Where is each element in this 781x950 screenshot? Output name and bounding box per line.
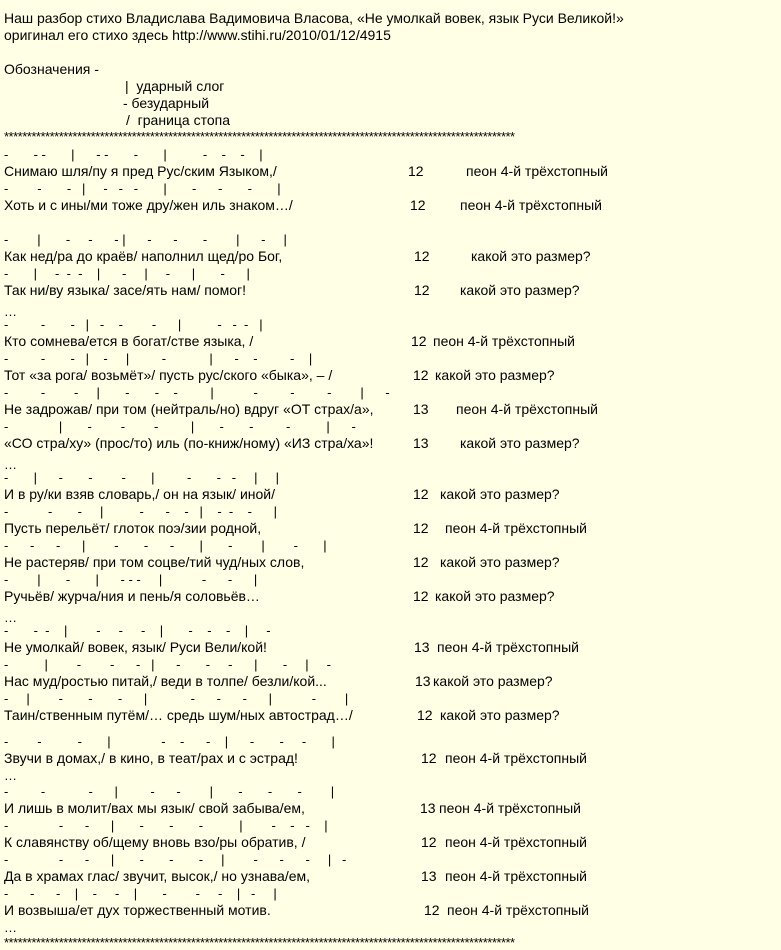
verse-text: «СО стра/ху» (прос/то) иль (по-книж/ному) «ИЗ стра/ха»! xyxy=(4,435,374,451)
syllable-count: 12 xyxy=(413,588,429,604)
meter-scheme: - | - | - - - | - - | xyxy=(4,572,258,587)
meter-scheme: - - - | - - - | - - - | - xyxy=(4,385,390,400)
meter-scheme: - | - - - | - | - | - | xyxy=(4,266,250,281)
syllable-count: 12 xyxy=(413,486,429,502)
verse-text: Да в храмах глас/ звучит, высок,/ но узнава/ем, xyxy=(4,868,311,884)
legend-title: Обозначения - xyxy=(4,61,99,77)
meter-scheme: - - - | - - - | - - - | xyxy=(4,181,281,196)
verse-text: И в ру/ки взяв словарь,/ он на язык/ иной/ xyxy=(4,486,275,502)
meter-scheme: - - - | - - - | - - - | - xyxy=(4,852,347,867)
meter-scheme: - | - - - | - - - | - xyxy=(4,419,356,434)
meter-scheme: - - - | - | - | - - - | xyxy=(4,351,313,366)
meter-description: пеон 4-й трёхстопный xyxy=(466,163,608,179)
syllable-count: 13 xyxy=(421,868,437,884)
meter-scheme: - | - - - | - - - | - | xyxy=(4,232,287,247)
meter-scheme: - - - | - - | - - - | xyxy=(4,784,335,799)
separator-bottom: **************************************************************************************************************** xyxy=(4,935,515,950)
syllable-count: 12 xyxy=(408,163,424,179)
meter-scheme: - - - | - - - | - - - | - xyxy=(4,623,271,638)
syllable-count: 13 xyxy=(413,435,429,451)
meter-scheme: - - - | - - - | - - - | xyxy=(4,504,278,519)
ellipsis-row: … xyxy=(4,304,17,319)
verse-text: Ручьёв/ журча/ния и пень/я соловьёв… xyxy=(4,588,260,604)
meter-description: пеон 4-й трёхстопный xyxy=(445,750,587,766)
verse-text: Пусть перельёт/ глоток поэ/зии родной, xyxy=(4,520,262,536)
meter-scheme: - | - - - | - - - | - | - xyxy=(4,657,331,672)
meter-description: какой это размер? xyxy=(471,248,591,264)
meter-description: какой это размер? xyxy=(440,707,560,723)
meter-description: пеон 4-й трёхстопный xyxy=(447,902,589,918)
ellipsis-row: … xyxy=(4,920,17,935)
syllable-count: 13 xyxy=(415,673,431,689)
separator-top: **************************************************************************************************************** xyxy=(4,129,515,144)
meter-scheme: - | - - - | - - - | - | xyxy=(4,691,349,706)
meter-description: какой это размер? xyxy=(435,588,555,604)
syllable-count: 12 xyxy=(417,707,433,723)
meter-description: какой это размер? xyxy=(460,282,580,298)
legend-stressed: | ударный слог xyxy=(125,78,225,94)
meter-description: пеон 4-й трёхстопный xyxy=(437,639,579,655)
syllable-count: 12 xyxy=(413,520,429,536)
meter-description: пеон 4-й трёхстопный xyxy=(439,800,581,816)
syllable-count: 12 xyxy=(421,834,437,850)
meter-scheme: - - - | - - | - - - | - | xyxy=(4,886,277,901)
meter-scheme: - - - | - - - | - - - | xyxy=(4,818,328,833)
legend-unstressed: - безударный xyxy=(123,95,210,111)
syllable-count: 13 xyxy=(414,639,430,655)
meter-description: пеон 4-й трёхстопный xyxy=(456,401,598,417)
verse-text: Не растеряв/ при том соцве/тий чуд/ных слов, xyxy=(4,554,305,570)
meter-description: какой это размер? xyxy=(460,435,580,451)
verse-text: Звучи в домах,/ в кино, в теат/рах и с эстрад! xyxy=(4,750,298,766)
meter-description: какой это размер? xyxy=(440,486,560,502)
verse-text: Не задрожав/ при том (нейтраль/но) вдруг «ОТ страх/а», xyxy=(4,401,374,417)
syllable-count: 12 xyxy=(413,367,429,383)
syllable-count: 12 xyxy=(414,282,430,298)
meter-scheme: - - - | - - - | - - - | xyxy=(4,317,263,332)
meter-description: какой это размер? xyxy=(435,367,555,383)
meter-scheme: - - - | - - - | - | - | xyxy=(4,538,327,553)
verse-text: Снимаю шля/пу я пред Рус/ским Языком,/ xyxy=(4,163,277,179)
meter-scheme: - | - - - | - - - | | xyxy=(4,470,279,485)
verse-text: И лишь в молит/вах мы язык/ свой забыва/ем, xyxy=(4,800,305,816)
verse-text: Так ни/ву языка/ засе/ять нам/ помог! xyxy=(4,282,246,298)
legend-foot: / граница стопа xyxy=(126,112,231,128)
syllable-count: 12 xyxy=(414,248,430,264)
ellipsis-row: … xyxy=(4,768,17,783)
syllable-count: 12 xyxy=(411,333,427,349)
syllable-count: 13 xyxy=(413,401,429,417)
syllable-count: 12 xyxy=(413,554,429,570)
meter-scheme: - - - | - - - | - - - | xyxy=(4,734,335,749)
verse-text: И возвыша/ет дух торжественный мотив. xyxy=(4,902,271,918)
syllable-count: 12 xyxy=(421,750,437,766)
syllable-count: 13 xyxy=(420,800,436,816)
verse-text: Таин/ственным путём/… средь шум/ных автострад…/ xyxy=(4,707,353,723)
syllable-count: 12 xyxy=(424,902,440,918)
syllable-count: 12 xyxy=(410,197,426,213)
ellipsis-row: … xyxy=(4,457,17,472)
source-line: оригинал его стихо здесь http://www.stihi.ru/2010/01/12/4915 xyxy=(4,27,391,43)
verse-text: Тот «за рога/ возьмёт»/ пусть рус/ского «быка», – / xyxy=(4,367,333,383)
meter-description: пеон 4-й трёхстопный xyxy=(445,868,587,884)
verse-text: Нас муд/ростью питай,/ веди в толпе/ безли/кой... xyxy=(4,673,327,689)
verse-text: Не умолкай/ вовек, язык/ Руси Вели/кой! xyxy=(4,639,267,655)
meter-description: пеон 4-й трёхстопный xyxy=(460,197,602,213)
verse-text: Как нед/ра до краёв/ наполнил щед/ро Бог, xyxy=(4,248,283,264)
meter-description: пеон 4-й трёхстопный xyxy=(445,834,587,850)
verse-text: Хоть и с ины/ми тоже дру/жен иль знаком…/ xyxy=(4,197,293,213)
title-line: Наш разбор стихо Владислава Вадимовича Власова, «Не умолкай вовек, язык Руси Великой!» xyxy=(4,10,624,26)
ellipsis-row: … xyxy=(4,610,17,625)
verse-text: Кто сомнева/ется в богат/стве языка, / xyxy=(4,333,254,349)
meter-description: какой это размер? xyxy=(440,554,560,570)
verse-text: К славянству об/щему вновь взо/ры обратив, / xyxy=(4,834,306,850)
meter-description: пеон 4-й трёхстопный xyxy=(433,333,575,349)
meter-scheme: - - - | - - - | - - - | xyxy=(4,147,263,162)
meter-description: какой это размер? xyxy=(433,673,553,689)
meter-description: пеон 4-й трёхстопный xyxy=(445,520,587,536)
